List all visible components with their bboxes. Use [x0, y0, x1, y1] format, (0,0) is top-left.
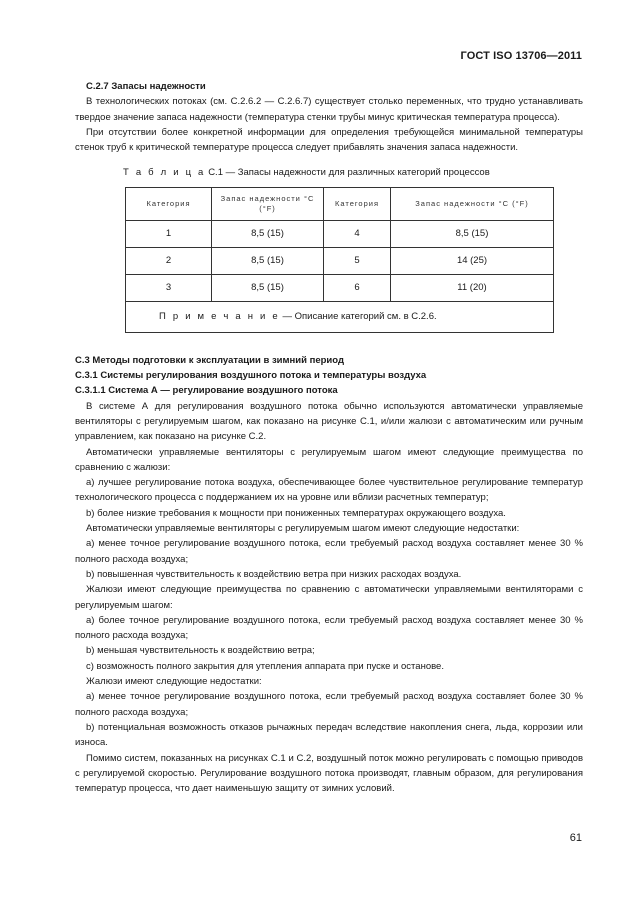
page-content — [75, 79, 583, 796]
paragraph: Помимо систем, показанных на рисунках С.1 и С.2, воздушный поток можно регулировать с помощью приводов с регулируемой скоростью. Регулирование воздушного потока производят, главным образом, для регулирования температур процесса, что дает наименьшую защиту от зимних условий. — [75, 752, 583, 795]
list-item: b) более низкие требования к мощности при пониженных температурах окружающего воздуха. — [86, 507, 506, 519]
table-note-row — [126, 301, 554, 332]
table-cell: 5 — [324, 247, 391, 274]
list-item: а) менее точное регулирование воздушного потока, если требуемый расход воздуха составляет менее 30 % полного расхода воздуха; — [75, 538, 583, 565]
reliability-margin-table — [125, 187, 554, 333]
table-caption: Т а б л и ц а С.1 — Запасы надежности для различных категорий процессов — [123, 167, 490, 179]
table-cell: 8,5 (15) — [212, 220, 324, 247]
subsection-title: С.3.1 Системы регулирования воздушного потока и температуры воздуха — [75, 370, 427, 382]
list-item: с) возможность полного закрытия для утепления аппарата при пуске и останове. — [86, 660, 444, 672]
table-cell: 6 — [324, 274, 391, 301]
section-title-c27: С.2.7 Запасы надежности — [86, 81, 206, 92]
list-item: а) более точное регулирование воздушного потока, если требуемый расход воздуха составляет менее 30 % полного расхода воздуха; — [75, 614, 583, 642]
table-row — [126, 247, 554, 274]
table-cell: 8,5 (15) — [212, 247, 324, 274]
table-row — [126, 274, 554, 301]
table-cell: 8,5 (15) — [391, 220, 554, 247]
table-cell: 8,5 (15) — [212, 274, 324, 301]
page-number: 61 — [569, 832, 582, 844]
paragraph: В технологических потоках (см. С.2.6.2 — С.2.6.7) существует столько переменных, что трудно устанавливать твердое значение запаса надежности (температура стенки трубы минус критическая температура процесса). — [75, 96, 583, 123]
list-item: b) повышенная чувствительность к воздействию ветра при низких расходах воздуха. — [86, 568, 462, 580]
list-item: b) меньшая чувствительность к воздействию ветра; — [86, 645, 315, 657]
paragraph: Жалюзи имеют следующие преимущества по сравнению с автоматически управляемыми вентиляторами с регулируемым шагом: — [75, 584, 583, 611]
document-header: ГОСТ ISO 13706—2011 — [460, 50, 582, 62]
paragraph: Автоматически управляемые вентиляторы с регулируемым шагом имеют следующие преимущества по сравнению с жалюзи: — [75, 446, 583, 473]
paragraph: Автоматически управляемые вентиляторы с регулируемым шагом имеют следующие недостатки: — [86, 523, 520, 535]
table-cell: 11 (20) — [391, 274, 554, 301]
table-cell: 1 — [126, 220, 212, 247]
table-header-cell: Категория — [324, 187, 391, 220]
table-cell: 2 — [126, 247, 212, 274]
list-item: а) менее точное регулирование воздушного потока, если требуемый расход воздуха составляет более 30 % полного расхода воздуха; — [75, 691, 583, 718]
list-item: а) лучшее регулирование потока воздуха, обеспечивающее более чувствительное регулирование температур технологического процесса с поддержанием их на уровне или вблизи расчетных температур; — [75, 477, 583, 504]
table-note: П р и м е ч а н и е — Описание категорий см. в С.2.6. — [126, 301, 554, 332]
subsection-title: С.3.1.1 Система А — регулирование воздушного потока — [75, 385, 338, 397]
table-cell: 4 — [324, 220, 391, 247]
paragraph: В системе А для регулирования воздушного потока обычно используются автоматически управляемые вентиляторы с регулируемым шагом, как показано на рисунке С.1, и/или жалюзи с автоматическим или ручным управлением, как показано на рисунке С.2. — [75, 400, 583, 443]
table-cell: 14 (25) — [391, 247, 554, 274]
table-cell: 3 — [126, 274, 212, 301]
paragraph: Жалюзи имеют следующие недостатки: — [86, 676, 262, 688]
section-title-c3: С.3 Методы подготовки к эксплуатации в зимний период — [75, 354, 344, 366]
list-item: b) потенциальная возможность отказов рычажных передач вследствие накопления снега, льда, коррозии или износа. — [75, 721, 583, 749]
table-row — [126, 220, 554, 247]
table-header-cell: Запас надежности °С (°F) — [212, 187, 324, 220]
table-header-row — [126, 187, 554, 220]
table-header-cell: Категория — [126, 187, 212, 220]
table-header-cell: Запас надежности °С (°F) — [391, 187, 554, 220]
paragraph: При отсутствии более конкретной информации для определения требующейся минимальной температуры стенок труб к критической температуре процесса следует прибавлять значения запаса надежности. — [75, 126, 583, 154]
